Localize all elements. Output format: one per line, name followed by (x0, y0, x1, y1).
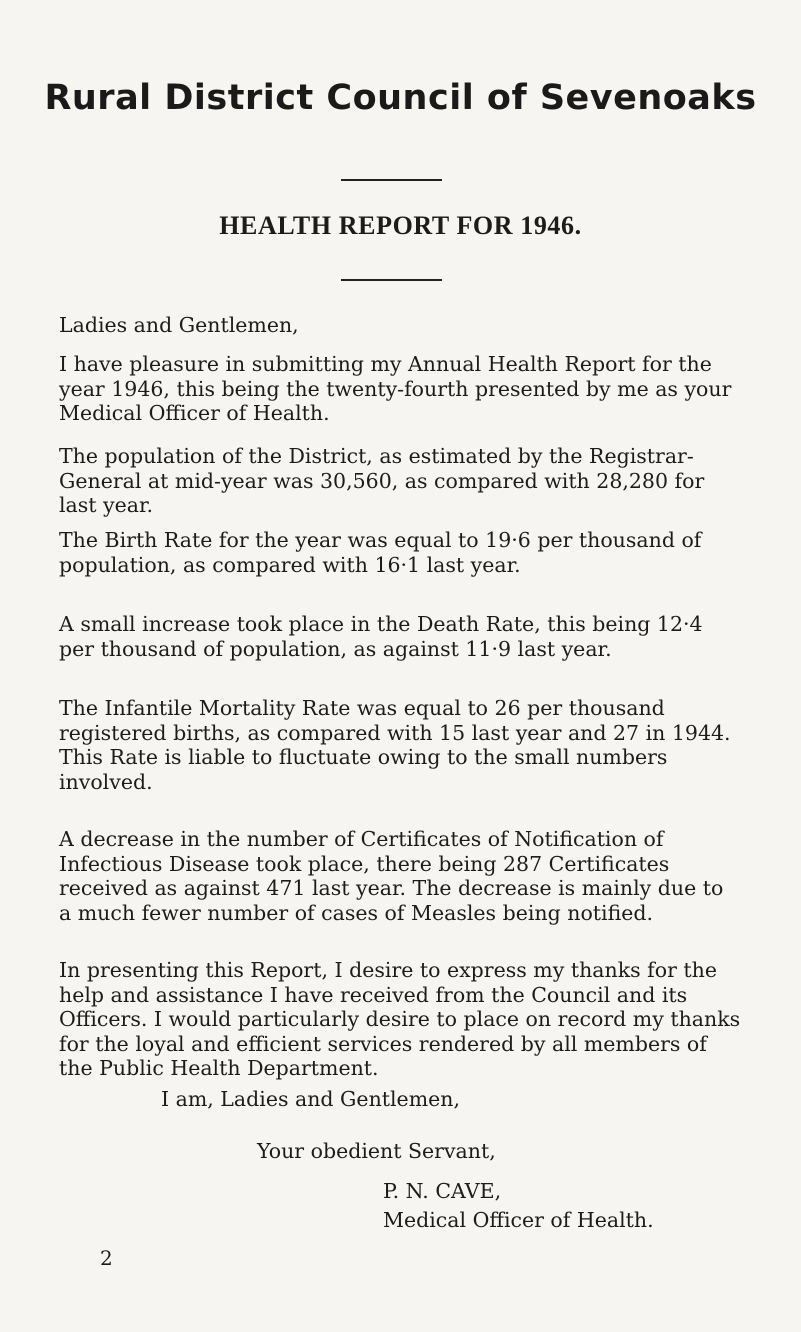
signatory-position: Medical Officer of Health. (383, 1208, 654, 1232)
paragraph-birth-rate: The Birth Rate for the year was equal to 19·6 per thousand of population, as compared with 16·1 last year. (59, 528, 702, 577)
paragraph-death-rate: A small increase took place in the Death Rate, this being 12·4 per thousand of population, as against 11·9 last year. (59, 612, 703, 661)
page-number: 2 (100, 1246, 113, 1270)
paragraph-thanks: In presenting this Report, I desire to express my thanks for the help and assistance I have received from the Council and its Officers. I would particularly desire to place on record my thanks for the loyal and efficient services rendered by all members of the Public Health Department. (59, 958, 741, 1080)
salutation: Ladies and Gentlemen, (59, 313, 299, 337)
closing-servant: Your obedient Servant, (257, 1139, 496, 1163)
closing-salutation: I am, Ladies and Gentlemen, (161, 1087, 460, 1111)
paragraph-population: The population of the District, as estimated by the Registrar-General at mid-year was 30,560, as compared with 28,280 for last year. (59, 444, 705, 517)
divider-bottom (341, 279, 442, 281)
paragraph-infantile-mortality: The Infantile Mortality Rate was equal to 26 per thousand registered births, as compared with 15 last year and 27 in 1944. This Rate is liable to fluctuate owing to the small numbers involved. (59, 696, 731, 794)
paragraph-annual-report: I have pleasure in submitting my Annual Health Report for the year 1946, this being the twenty-fourth presented by me as your Medical Officer of Health. (59, 352, 732, 425)
council-title: Rural District Council of Sevenoaks (44, 78, 757, 118)
signatory-name: P. N. CAVE, (383, 1179, 502, 1203)
paragraph-infectious-disease: A decrease in the number of Certificates of Notification of Infectious Disease took place, there being 287 Certificates received as against 471 last year. The decrease is mainly due to a much fewer number of cases of Measles being notified. (59, 827, 724, 925)
divider-top (341, 179, 442, 181)
report-subtitle: HEALTH REPORT FOR 1946. (219, 211, 582, 240)
